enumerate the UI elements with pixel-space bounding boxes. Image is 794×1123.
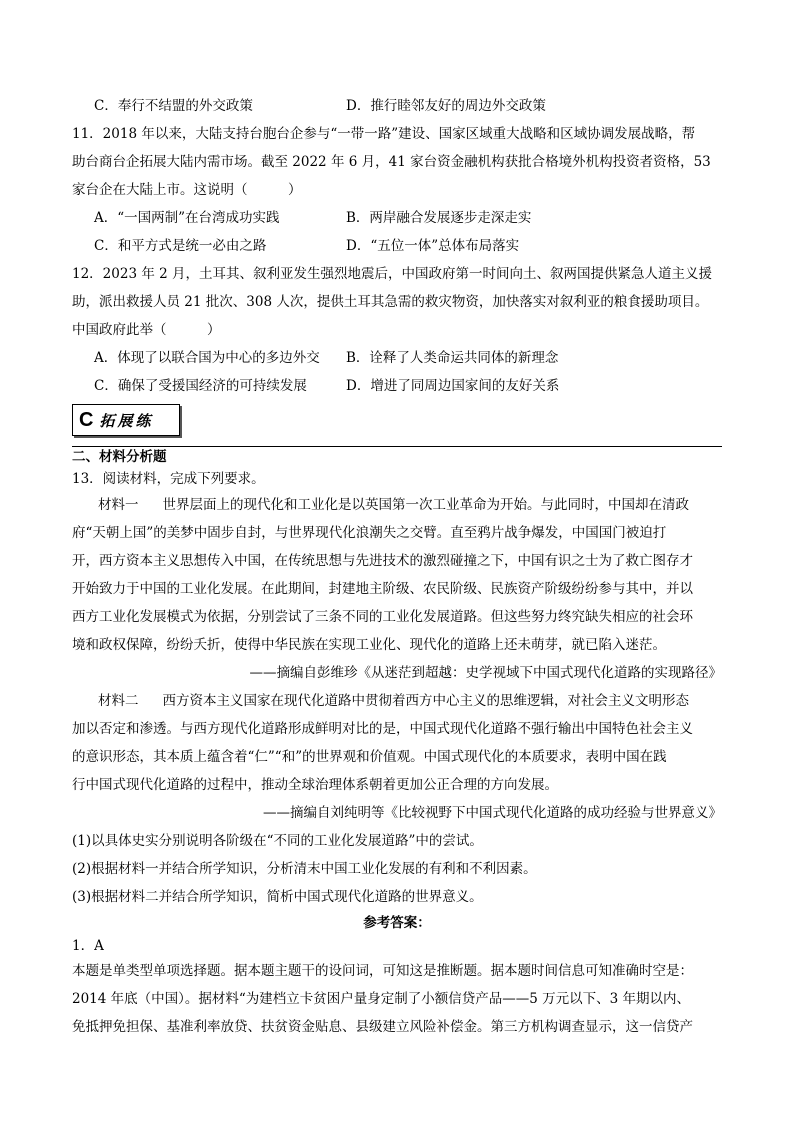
- material-2-tag: 材料二: [98, 693, 139, 709]
- q12-option-b: B．诠释了人类命运共同体的新理念: [346, 350, 559, 366]
- q12-option-c: C．确保了受援国经济的可持续发展: [94, 378, 307, 394]
- task-1: (1)以具体史实分别说明各阶级在“不同的工业化发展道路”中的尝试。: [72, 833, 483, 849]
- q11-options-cd: [72, 232, 722, 260]
- answer-1-line-1: 本题是单类型单项选择题。据本题主题干的设问词，可知这是推断题。据本题时间信息可知准确时空是：: [72, 963, 693, 979]
- section-material-analysis: [72, 447, 722, 911]
- answer-1-line-3: 免抵押免担保、基准利率放贷、扶贫资金贴息、县级建立风险补偿金。第三方机构调查显示，这一信贷产: [72, 1019, 693, 1035]
- section-badge: [72, 404, 722, 440]
- q11-option-c: C．和平方式是统一必由之路: [94, 238, 267, 254]
- q11-option-d: D．“五位一体”总体布局落实: [346, 238, 520, 254]
- q12-option-d: D．增进了同周边国家间的友好关系: [346, 378, 560, 394]
- material-2-line-4: 行中国式现代化道路的过程中，推动全球治理体系朝着更加公正合理的方向发展。: [72, 777, 558, 793]
- material-1: [72, 491, 722, 687]
- q11-line-3: 家台企在大陆上市。这说明（ ）: [72, 182, 302, 198]
- q12-options-cd: [72, 372, 722, 400]
- extension-practice-badge: [72, 404, 180, 436]
- badge-text: 拓展练: [99, 411, 154, 430]
- material-1-line-6: 境和政权保障，纷纷夭折，使得中华民族在实现工业化、现代化的道路上还未萌芽，就已陷入迷茫。: [72, 637, 666, 653]
- answer-section: [72, 911, 722, 1041]
- material-1-tag: 材料一: [98, 497, 139, 513]
- badge-letter: C: [79, 408, 94, 431]
- material-1-line-2: 府“天朝上国”的美梦中固步自封，与世界现代化浪潮失之交臂。直至鸦片战争爆发，中国国门被迫打: [72, 525, 667, 541]
- q10-options-cd: [72, 92, 722, 120]
- material-1-line-3: 开，西方资本主义思想传入中国，在传统思想与先进技术的激烈碰撞之下，中国有识之士为了救亡图存才: [72, 553, 693, 569]
- q13-intro: 13．阅读材料，完成下列要求。: [72, 471, 265, 487]
- q11-option-a: A．“一国两制”在台湾成功实践: [94, 210, 280, 226]
- q10-option-d: D．推行睦邻友好的周边外交政策: [346, 98, 546, 114]
- q12-options-ab: [72, 344, 722, 372]
- material-1-source: ——摘编自彭维珍《从迷茫到超越：史学视域下中国式现代化道路的实现路径》: [249, 665, 722, 681]
- material-1-line-4: 开始致力于中国的工业化发展。在此期间，封建地主阶级、农民阶级、民族资产阶级纷纷参与其中，并以: [72, 581, 693, 597]
- document-page: [72, 92, 722, 1041]
- q11-options-ab: [72, 204, 722, 232]
- material-2-line-2: 加以否定和渗透。与西方现代化道路形成鲜明对比的是，中国式现代化道路不强行输出中国特色社会主义: [72, 721, 693, 737]
- answer-1-line-2: 2014 年底（中国）。据材料“为建档立卡贫困户量身定制了小额信贷产品——5 万元以下、3 年期以内、: [72, 991, 691, 1007]
- material-1-line-5: 西方工业化发展模式为依据，分别尝试了三条不同的工业化发展道路。但这些努力终究缺失相应的社会环: [72, 609, 693, 625]
- answer-1: 1．A: [72, 938, 104, 954]
- q11-line-1: 11．2018 年以来，大陆支持台胞台企参与“一带一路”建设、国家区域重大战略和区域协调发展战略，帮: [72, 126, 696, 142]
- q10-option-c: C．奉行不结盟的外交政策: [94, 98, 253, 114]
- task-2: (2)根据材料一并结合所学知识，分析清末中国工业化发展的有利和不利因素。: [72, 861, 537, 877]
- q11-option-b: B．两岸融合发展逐步走深走实: [346, 210, 532, 226]
- material-1-line-1: 材料一 世界层面上的现代化和工业化是以英国第一次工业革命为开始。与此同时，中国却在清政: [98, 497, 689, 513]
- q12-option-a: A．体现了以联合国为中心的多边外交: [94, 350, 320, 366]
- material-2-line-1: 材料二 西方资本主义国家在现代化道路中贯彻着西方中心主义的思维逻辑，对社会主义文明形态: [98, 693, 689, 709]
- material-2-source: ——摘编自刘纯明等《比较视野下中国式现代化道路的成功经验与世界意义》: [263, 805, 722, 821]
- q12-line-3: 中国政府此举（ ）: [72, 322, 221, 338]
- question-11: [72, 120, 722, 260]
- answers-heading: 参考答案：: [363, 915, 431, 931]
- q12-line-2: 助，派出救援人员 21 批次、308 人次，提供土耳其急需的救灾物资，加快落实对叙利亚的粮食援助项目。: [72, 294, 709, 310]
- q12-line-1: 12．2023 年 2 月，土耳其、叙利亚发生强烈地震后，中国政府第一时间向土、叙两国提供紧急人道主义援: [72, 266, 712, 282]
- q11-line-2: 助台商台企拓展大陆内需市场。截至 2022 年 6 月，41 家台资金融机构获批合格境外机构投资者资格，53: [72, 154, 711, 170]
- question-12: [72, 260, 722, 400]
- material-2-line-3: 的意识形态，其本质上蕴含着“仁”“和”的世界观和价值观。中国式现代化的本质要求，表明中国在践: [72, 749, 667, 765]
- task-3: (3)根据材料二并结合所学知识，简析中国式现代化道路的世界意义。: [72, 889, 483, 905]
- material-2: [72, 687, 722, 827]
- section-heading: 二、材料分析题: [72, 449, 167, 465]
